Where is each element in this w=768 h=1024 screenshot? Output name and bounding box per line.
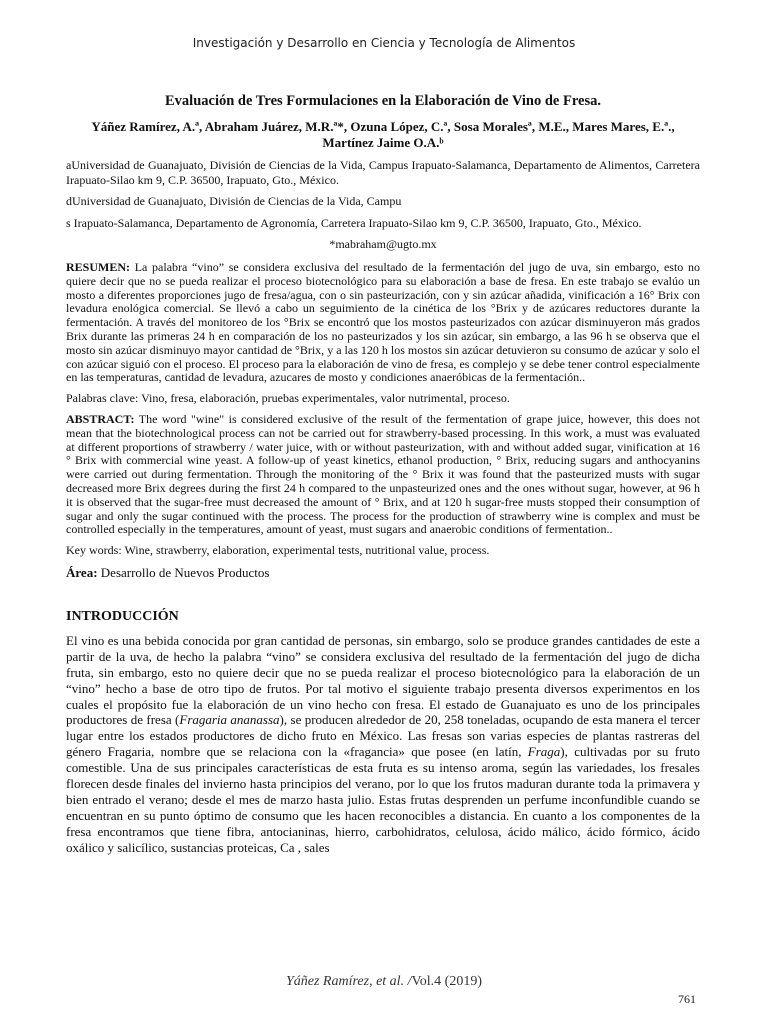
page-number: 761 [678, 992, 696, 1006]
area [66, 565, 700, 581]
article-body [66, 93, 700, 856]
journal-header: Investigación y Desarrollo en Ciencia y Tecnología de Alimentos [192, 36, 576, 50]
abstract-label: ABSTRACT: [66, 411, 135, 426]
intro-text-part-2: ), se producen alrededor de 20, 258 toneladas, ocupando de esta manera el tercer lugar entre los estados productores de dicho fruto en México. Las fresas son varias especies de plantas rastreras del género Fragaria, nombre que se relaciona con la «fragancia» que posee (en latín, [66, 712, 700, 760]
palabras-clave: Palabras clave: Vino, fresa, elaboración, pruebas experimentales, valor nutrimental, proceso. [66, 391, 510, 406]
intro-latin-word: Fraga [527, 744, 561, 760]
resumen [66, 261, 700, 385]
introduction-text [66, 633, 700, 856]
authors-line-1: Yáñez Ramírez, A.ª, Abraham Juárez, M.R.ª*, Ozuna López, C.ª, Sosa Moralesª, M.E., Mares Mares, E.ª., [91, 119, 675, 134]
area-text: Desarrollo de Nuevos Productos [97, 564, 270, 580]
intro-text-part-1: El vino es una bebida conocida por gran cantidad de personas, sin embargo, solo se produce grandes cantidades de este a partir de la uva, de hecho la palabra “vino” se considera exclusiva del resultado de la fermentación del jugo de dicha fruta, sin embargo, esto no quiere decir que no se pueda realizar el proceso biotecnológico para la elaboración de un “vino” hecho a base de otro tipo de frutos. Por tal motivo el siguiente trabajo presenta diversos experimentos en los cuales el propósito fue la elaboración de un vino hecho con fresa. El estado de Guanajuato es uno de los principales productores de fresa ( [66, 632, 700, 728]
footer-citation [0, 974, 768, 990]
abstract-text: The word "wine" is considered exclusive of the result of the fermentation of grape juice, however, this does not mean that the biotechnological process can not be carried out for strawberry-based processing. In this work, a must was evaluated at different proportions of strawberry / water juice, with or without pasteurization, with and without added sugar, vinification at 16 ° Brix with commercial wine yeast. A follow-up of yeast kinetics, ethanol production, ° Brix, reducing sugars and anthocyanins were carried out during fermentation. Through the monitoring of the ° Brix it was found that the pasteurized musts with sugar decreased more Brix degrees during the first 24 h compared to the unpasteurized ones and the ones without sugar, however, at 96 h it is observed that the sugar-free must decreased the amount of ° Brix, and at 120 h sugar-free musts stopped their consumption of sugar and only the sugar continued with the process. The process for the production of strawberry wine is complex and must be controlled especially in the temperatures, amount of yeast, must sugars and anaerobic conditions of fermentation.. [66, 411, 700, 537]
abstract [66, 413, 700, 537]
authors [66, 119, 700, 151]
article-title: Evaluación de Tres Formulaciones en la Elaboración de Vino de Fresa. [165, 93, 601, 109]
footer-authors: Yáñez Ramírez, et al. / [285, 974, 412, 989]
affiliation-d-line-2: s Irapuato-Salamanca, Departamento de Agronomía, Carretera Irapuato-Silao km 9, C.P. 36500, Irapuato, Gto., México. [66, 215, 642, 230]
intro-text-part-3: ), cultivadas por su fruto comestible. Una de sus principales características de esta fruta es su intenso aroma, según las variedades, los fresales florecen desde finales del invierno hasta principios del verano, por lo que los frutos maduran durante toda la primavera y bien entrado el verano; desde el mes de marzo hasta julio. Estas frutas desprenden un perfume inconfundible cuando se encuentran en su punto óptimo de consumo que les hacen reconocibles a distancia. En cuanto a los componentes de la fresa encontramos que tiene fibra, antocianinas, hierro, carbohidratos, celulosa, ácido málico, ácido fórmico, ácido oxálico y salicílico, sustancias proteicas, Ca , sales [66, 744, 700, 855]
intro-species-name: Fragaria ananassa [179, 712, 280, 728]
introduction-heading: INTRODUCCIÓN [66, 608, 179, 624]
authors-line-2: Martínez Jaime O.A.ᵇ [322, 135, 444, 150]
key-words: Key words: Wine, strawberry, elaboration, experimental tests, nutritional value, process. [66, 543, 490, 558]
affiliation-d-line-1: dUniversidad de Guanajuato, División de Ciencias de la Vida, Campu [66, 194, 402, 208]
area-label: Área: [66, 564, 98, 580]
resumen-label: RESUMEN: [66, 260, 131, 274]
footer-volume: Vol.4 (2019) [411, 974, 482, 989]
contact-email[interactable]: *mabraham@ugto.mx [329, 237, 437, 251]
resumen-text: La palabra “vino” se considera exclusiva del resultado de la fermentación del jugo de uva, sin embargo, esto no quiere decir que no se pueda realizar el proceso biotecnológico para su elaboración a base de fresa. En este trabajo se evalúo un mosto a diferentes proporciones jugo de fresa/agua, con o sin pasteurización, con y sin azúcar añadida, vinificación a 16° Brix con levadura enológica comercial. Se llevó a cabo un seguimiento de la cinética de los °Brix y de azúcares reductores durante la fermentación. A través del monitoreo de los °Brix se encontró que los mostos pasteurizados con azúcar disminuyeron más grados Brix durante las primeras 24 h en comparación de los no pasteurizados y los sin azúcar, sin embargo, a las 96 h se observa que el mosto sin azúcar disminuyo mayor cantidad de °Brix, y a las 120 h los mostos sin azúcar detuvieron su consumo de azúcar y solo el con azúcar siguió con el proceso. El proceso para la elaboración de vino de fresa, es complejo y se debe tener control especialmente en las temperaturas, cantidad de levadura, azucares de mosto y condiciones anaeróbicas de la fermentación.. [66, 260, 700, 385]
affiliation-a: aUniversidad de Guanajuato, División de Ciencias de la Vida, Campus Irapuato-Salamanca, Departamento de Alimentos, Carretera Irapuato-Silao km 9, C.P. 36500, Irapuato, Gto., México. [66, 158, 700, 187]
